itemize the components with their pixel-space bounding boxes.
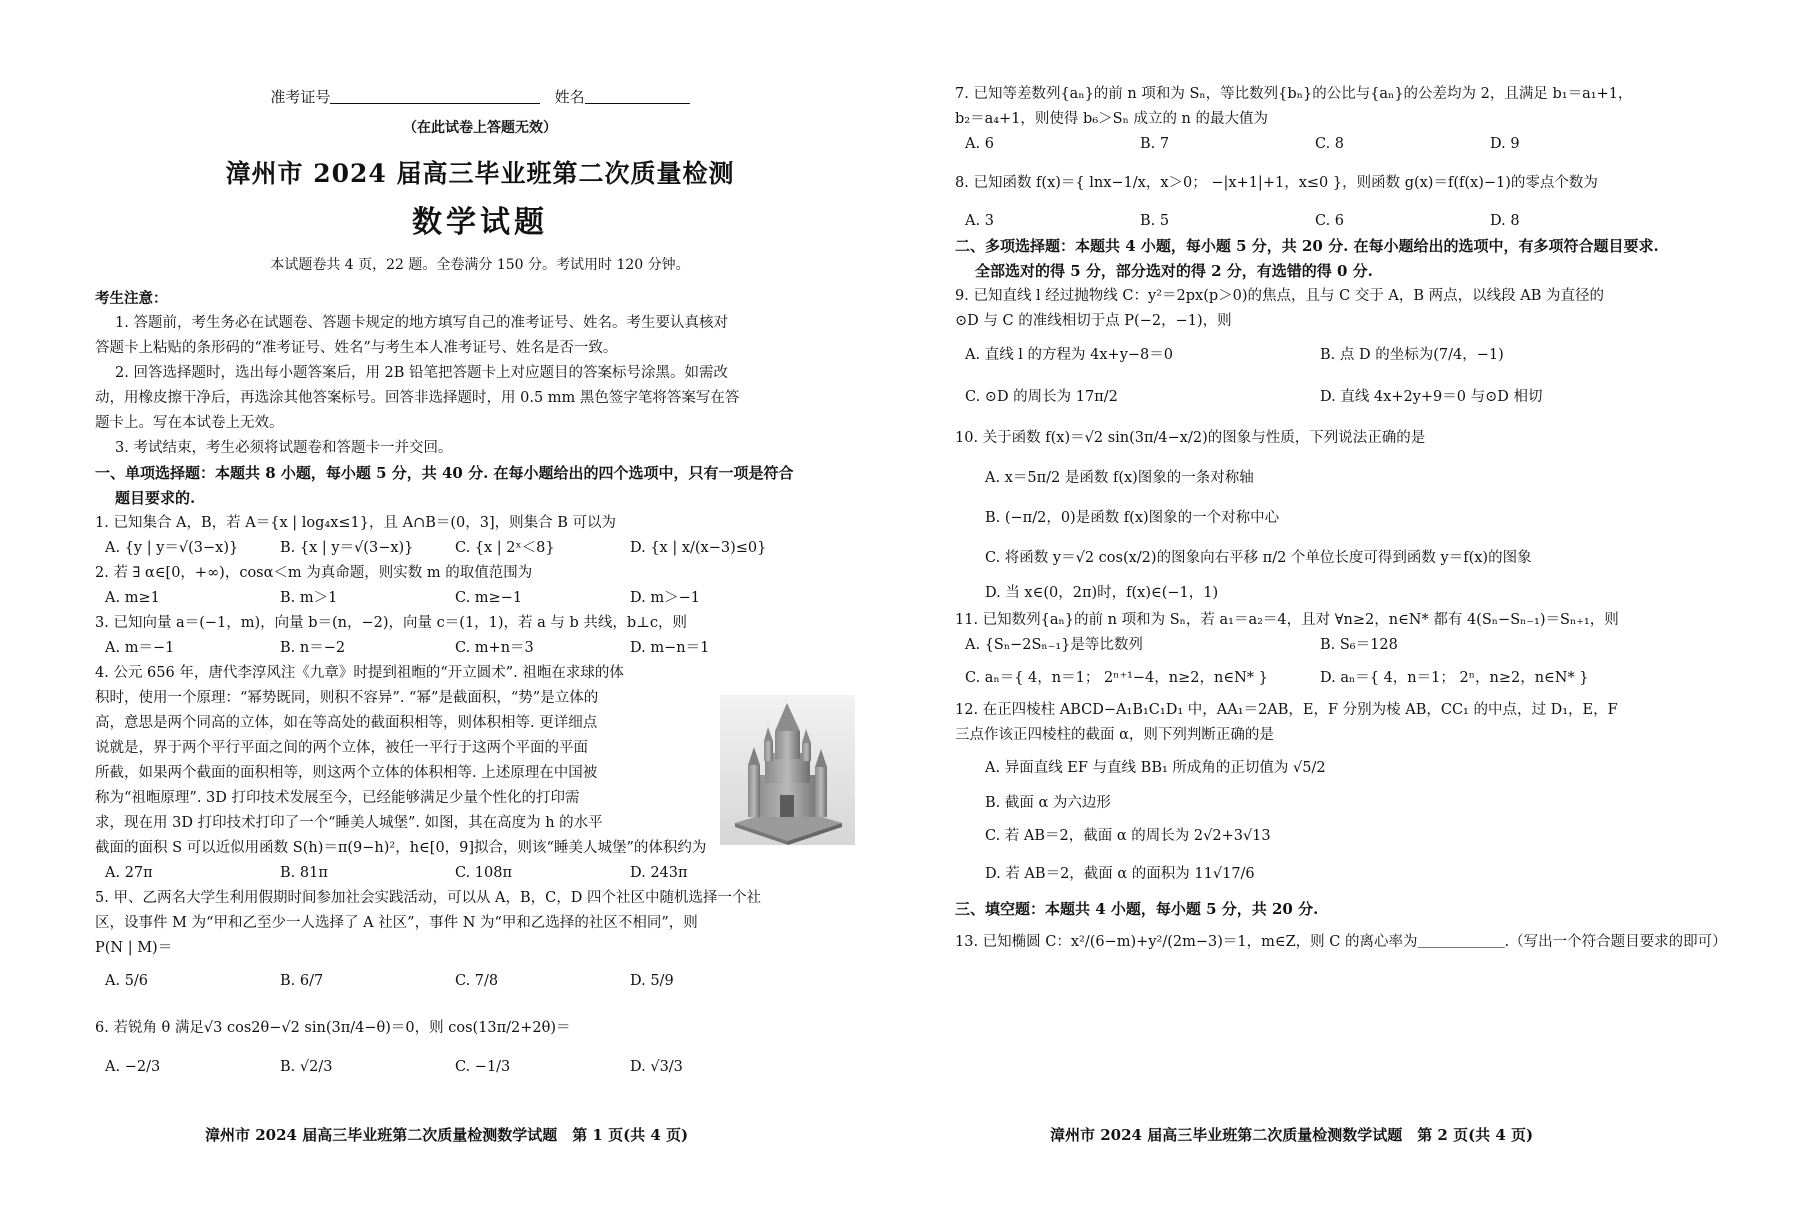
option-b[interactable]: B. 81π bbox=[280, 865, 328, 881]
section-1-heading-cont: 题目要求的. bbox=[115, 489, 196, 507]
question-4-line: 求，现在用 3D 打印技术打印了一个“睡美人城堡”. 如图，其在高度为 h 的水平 bbox=[95, 815, 603, 831]
question-3-stem: 3. 已知向量 a＝(−1，m)，向量 b＝(n，−2)，向量 c＝(1，1)，若 a 与 b 共线，b⊥c，则 bbox=[95, 615, 687, 631]
question-5-line: 区，设事件 M 为“甲和乙至少一人选择了 A 社区”，事件 N 为“甲和乙选择的社区不相同”，则 bbox=[95, 915, 698, 931]
question-6-stem: 6. 若锐角 θ 满足√3 cos2θ−√2 sin(3π/4−θ)＝0，则 cos(13π/2+2θ)＝ bbox=[95, 1020, 571, 1036]
question-4-line: 积时，使用一个原理：“幂势既同，则积不容异”. “幂”是截面积，“势”是立体的 bbox=[95, 690, 599, 706]
question-12-line: 三点作该正四棱柱的截面 α，则下列判断正确的是 bbox=[955, 727, 1274, 743]
option-c[interactable]: C. 将函数 y＝√2 cos(x/2)的图象向右平移 π/2 个单位长度可得到函数 y＝f(x)的图象 bbox=[985, 550, 1532, 566]
instruction-line: 3. 考试结束，考生必须将试题卷和答题卡一并交回。 bbox=[115, 440, 453, 456]
name-blank[interactable] bbox=[585, 87, 690, 104]
option-c[interactable]: C. 7/8 bbox=[455, 973, 499, 989]
question-8-options bbox=[955, 209, 1745, 234]
question-4-line: 称为“祖暅原理”. 3D 打印技术发展至今，已经能够满足少量个性化的打印需 bbox=[95, 790, 580, 806]
option-d[interactable]: D. m＞−1 bbox=[630, 590, 700, 606]
option-c[interactable]: C. −1/3 bbox=[455, 1059, 511, 1075]
question-5-options bbox=[95, 961, 865, 1001]
instruction-line: 2. 回答选择题时，选出每小题答案后，用 2B 铅笔把答题卡上对应题目的答案标号涂黑。如需改 bbox=[115, 365, 729, 381]
page-1-footer: 漳州市 2024 届高三毕业班第二次质量检测数学试题 第 1 页(共 4 页) bbox=[205, 1126, 689, 1144]
question-7-line: b₂＝a₄+1，则使得 b₆＞Sₙ 成立的 n 的最大值为 bbox=[955, 111, 1269, 127]
question-11-options-ab bbox=[955, 633, 1745, 658]
question-9-line: 9. 已知直线 l 经过抛物线 C：y²＝2px(p＞0)的焦点，且与 C 交于 A，B 两点，以线段 AB 为直径的 bbox=[955, 288, 1605, 304]
question-7-line: 7. 已知等差数列{aₙ}的前 n 项和为 Sₙ，等比数列{bₙ}的公比与{aₙ}的公差均为 2，且满足 b₁＝a₁+1， bbox=[955, 86, 1633, 102]
exam-id-label: 准考证号 bbox=[270, 88, 331, 106]
option-c[interactable]: C. ⊙D 的周长为 17π/2 bbox=[965, 389, 1118, 405]
question-3-options bbox=[95, 636, 865, 661]
option-d[interactable]: D. aₙ＝{ 4，n＝1； 2ⁿ，n≥2，n∈N* } bbox=[1320, 670, 1589, 686]
section-3-heading: 三、填空题：本题共 4 小题，每小题 5 分，共 20 分. bbox=[955, 900, 1319, 918]
invalid-notice: （在此试卷上答题无效） bbox=[403, 120, 557, 136]
option-a[interactable]: A. 直线 l 的方程为 4x+y−8＝0 bbox=[965, 347, 1173, 363]
candidate-info-line bbox=[95, 82, 865, 112]
castle-image bbox=[720, 695, 855, 845]
question-4-line: 4. 公元 656 年，唐代李淳风注《九章》时提到祖暅的“开立圆术”. 祖暅在求球的体 bbox=[95, 665, 624, 681]
option-d[interactable]: D. 当 x∈(0，2π)时，f(x)∈(−1，1) bbox=[985, 585, 1219, 601]
instruction-line: 题卡上。写在本试卷上无效。 bbox=[95, 415, 284, 431]
section-2-heading: 二、多项选择题：本题共 4 小题，每小题 5 分，共 20 分. 在每小题给出的选项中，有多项符合题目要求. bbox=[955, 237, 1659, 255]
option-a[interactable]: A. 5/6 bbox=[105, 973, 149, 989]
question-10-stem: 10. 关于函数 f(x)＝√2 sin(3π/4−x/2)的图象与性质，下列说法正确的是 bbox=[955, 430, 1426, 446]
option-a[interactable]: A. 27π bbox=[105, 865, 153, 881]
subject-title: 数学试题 bbox=[412, 205, 548, 240]
option-a[interactable]: A. −2/3 bbox=[105, 1059, 161, 1075]
option-b[interactable]: B. 6/7 bbox=[280, 973, 324, 989]
option-d[interactable]: D. 8 bbox=[1490, 213, 1520, 229]
option-a[interactable]: A. {Sₙ−2Sₙ₋₁}是等比数列 bbox=[965, 637, 1143, 653]
exam-id-blank[interactable] bbox=[330, 87, 540, 104]
page-1-content bbox=[95, 82, 865, 1089]
question-8-stem: 8. 已知函数 f(x)＝{ lnx−1/x，x＞0； −|x+1|+1，x≤0 }，则函数 g(x)＝f(f(x)−1)的零点个数为 bbox=[955, 175, 1598, 191]
exam-title: 漳州市 2024 届高三毕业班第二次质量检测 bbox=[225, 159, 735, 188]
option-a[interactable]: A. x＝5π/2 是函数 f(x)图象的一条对称轴 bbox=[985, 470, 1254, 486]
option-b[interactable]: B. √2/3 bbox=[280, 1059, 333, 1075]
option-c[interactable]: C. 若 AB＝2，截面 α 的周长为 2√2+3√13 bbox=[985, 828, 1271, 844]
option-d[interactable]: D. 243π bbox=[630, 865, 688, 881]
question-9-options-ab bbox=[955, 334, 1745, 376]
question-1-options bbox=[95, 536, 865, 561]
option-c[interactable]: C. m≥−1 bbox=[455, 590, 523, 606]
option-b[interactable]: B. 7 bbox=[1140, 136, 1170, 152]
option-a[interactable]: A. m≥1 bbox=[105, 590, 160, 606]
question-4-line: 说就是，界于两个平行平面之间的两个立体，被任一平行于这两个平面的平面 bbox=[95, 740, 588, 756]
option-b[interactable]: B. n＝−2 bbox=[280, 640, 346, 656]
option-b[interactable]: B. {x | y＝√(3−x)} bbox=[280, 540, 414, 556]
question-4-line: 截面的面积 S 可以近似用函数 S(h)＝π(9−h)²，h∈[0，9]拟合，则该“睡美人城堡”的体积约为 bbox=[95, 840, 707, 856]
question-2-stem: 2. 若 ∃ α∈[0，+∞)，cosα＜m 为真命题，则实数 m 的取值范围为 bbox=[95, 565, 533, 581]
instruction-line: 答题卡上粘贴的条形码的“准考证号、姓名”与考生本人准考证号、姓名是否一致。 bbox=[95, 340, 618, 356]
question-1-stem: 1. 已知集合 A，B，若 A＝{x | log₄x≤1}，且 A∩B＝(0，3]，则集合 B 可以为 bbox=[95, 515, 617, 531]
option-a[interactable]: A. m＝−1 bbox=[105, 640, 175, 656]
page-2-footer: 漳州市 2024 届高三毕业班第二次质量检测数学试题 第 2 页(共 4 页) bbox=[1050, 1126, 1534, 1144]
option-d[interactable]: D. √3/3 bbox=[630, 1059, 683, 1075]
option-d[interactable]: D. 5/9 bbox=[630, 973, 674, 989]
option-d[interactable]: D. 若 AB＝2，截面 α 的面积为 11√17/6 bbox=[985, 866, 1255, 882]
question-11-stem: 11. 已知数列{aₙ}的前 n 项和为 Sₙ，若 a₁＝a₂＝4，且对 ∀n≥2，n∈N* 都有 4(Sₙ−Sₙ₋₁)＝Sₙ₊₁，则 bbox=[955, 612, 1619, 628]
page-2 bbox=[905, 0, 1795, 1228]
option-b[interactable]: B. 点 D 的坐标为(7/4，−1) bbox=[1320, 347, 1504, 363]
question-11-options-cd bbox=[955, 658, 1745, 698]
question-9-line: ⊙D 与 C 的准线相切于点 P(−2，−1)，则 bbox=[955, 313, 1232, 329]
instruction-line: 动，用橡皮擦干净后，再选涂其他答案标号。回答非选择题时，用 0.5 mm 黑色签字笔将答案写在答 bbox=[95, 390, 740, 406]
option-d[interactable]: D. 9 bbox=[1490, 136, 1520, 152]
option-c[interactable]: C. m+n＝3 bbox=[455, 640, 534, 656]
section-1-heading: 一、单项选择题：本题共 8 小题，每小题 5 分，共 40 分. 在每小题给出的四个选项中，只有一项是符合 bbox=[95, 464, 794, 482]
option-d[interactable]: D. m−n＝1 bbox=[630, 640, 710, 656]
option-b[interactable]: B. S₆＝128 bbox=[1320, 637, 1398, 653]
option-c[interactable]: C. 108π bbox=[455, 865, 513, 881]
question-4-options bbox=[95, 861, 865, 886]
name-label: 姓名 bbox=[554, 88, 585, 106]
option-c[interactable]: C. {x | 2ˣ＜8} bbox=[455, 540, 555, 556]
question-5-line: P(N | M)＝ bbox=[95, 940, 173, 956]
option-b[interactable]: B. 截面 α 为六边形 bbox=[985, 795, 1111, 811]
option-a[interactable]: A. 6 bbox=[965, 136, 994, 152]
question-7-options bbox=[955, 132, 1745, 157]
exam-meta: 本试题卷共 4 页，22 题。全卷满分 150 分。考试用时 120 分钟。 bbox=[270, 257, 690, 273]
option-c[interactable]: C. 8 bbox=[1315, 136, 1345, 152]
page-2-content bbox=[955, 82, 1745, 960]
question-5-line: 5. 甲、乙两名大学生利用假期时间参加社会实践活动，可以从 A，B，C，D 四个社区中随机选择一个社 bbox=[95, 890, 762, 906]
option-b[interactable]: B. m＞1 bbox=[280, 590, 338, 606]
option-c[interactable]: C. aₙ＝{ 4，n＝1； 2ⁿ⁺¹−4，n≥2，n∈N* } bbox=[965, 670, 1268, 686]
option-a[interactable]: A. 3 bbox=[965, 213, 994, 229]
section-2-heading-cont: 全部选对的得 5 分，部分选对的得 2 分，有选错的得 0 分. bbox=[975, 262, 1373, 280]
question-4-line: 高，意思是两个同高的立体，如在等高处的截面积相等，则体积相等. 更详细点 bbox=[95, 715, 598, 731]
question-4-line: 所截，如果两个截面的面积相等，则这两个立体的体积相等. 上述原理在中国被 bbox=[95, 765, 598, 781]
question-9-options-cd bbox=[955, 376, 1745, 418]
option-d[interactable]: D. {x | x/(x−3)≤0} bbox=[630, 540, 767, 556]
option-d[interactable]: D. 直线 4x+2y+9＝0 与⊙D 相切 bbox=[1320, 389, 1543, 405]
option-c[interactable]: C. 6 bbox=[1315, 213, 1345, 229]
instructions-title: 考生注意： bbox=[95, 290, 168, 307]
option-a[interactable]: A. {y | y＝√(3−x)} bbox=[105, 540, 239, 556]
option-b[interactable]: B. 5 bbox=[1140, 213, 1170, 229]
question-12-line: 12. 在正四棱柱 ABCD−A₁B₁C₁D₁ 中，AA₁＝2AB，E，F 分别为棱 AB，CC₁ 的中点，过 D₁，E，F bbox=[955, 702, 1618, 718]
question-13: 13. 已知椭圆 C：x²/(6−m)+y²/(2m−3)＝1，m∈Z，则 C 的离心率为＿＿＿＿＿＿.（写出一个符合题目要求的即可） bbox=[955, 934, 1727, 950]
instruction-line: 1. 答题前，考生务必在试题卷、答题卡规定的地方填写自己的准考证号、姓名。考生要认真核对 bbox=[115, 315, 728, 331]
option-b[interactable]: B. (−π/2，0)是函数 f(x)图象的一个对称中心 bbox=[985, 510, 1280, 526]
castle-figure bbox=[720, 695, 855, 845]
question-2-options bbox=[95, 586, 865, 611]
option-a[interactable]: A. 异面直线 EF 与直线 BB₁ 所成角的正切值为 √5/2 bbox=[985, 760, 1326, 776]
question-6-options bbox=[95, 1045, 865, 1089]
